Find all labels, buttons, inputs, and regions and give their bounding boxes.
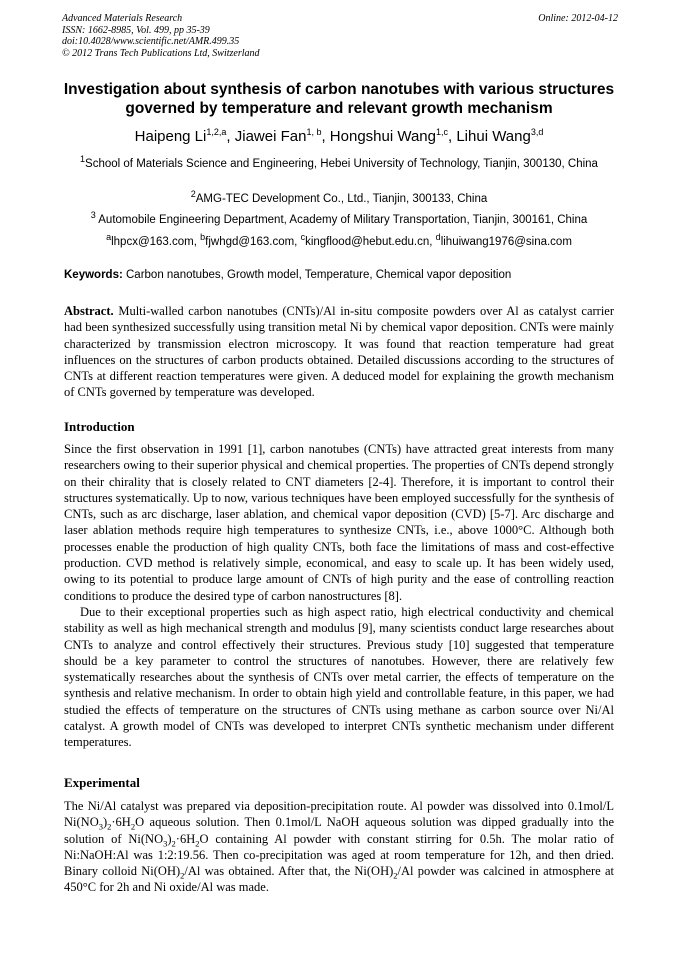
- email-address: kingflood@hebut.edu.cn: [305, 236, 430, 248]
- subscript: 2: [107, 821, 112, 832]
- author-name: Jiawei Fan: [234, 128, 307, 145]
- subscript: 2: [393, 870, 398, 881]
- journal-name: Advanced Materials Research: [62, 13, 183, 24]
- online-date: Online: 2012-04-12: [538, 13, 618, 24]
- keywords-label: Keywords:: [64, 269, 123, 281]
- affiliation: [62, 210, 616, 228]
- abstract-text: Multi-walled carbon nanotubes (CNTs)/Al in-situ composite powders over Al as catalyst carrier had been synthesized successfully using transition metal Ni by chemical vapor deposition. CNTs were mainly characterized by transmission electron microscopy. It was found that reaction temperature had great influences on the structures of carbon products obtained. Detailed discussions according to the structures of CNTs at different reaction temperatures were given. A deduced model for explaining the growth mechanism of CNTs governed by temperature was developed.: [64, 304, 614, 400]
- experimental-section: [64, 798, 614, 896]
- affiliation-text: Automobile Engineering Department, Academy of Military Transportation, Tianjin, 300161, China: [95, 214, 588, 226]
- journal-issn: ISSN: 1662-8985, Vol. 499, pp 35-39: [62, 24, 210, 36]
- text-run: O containing Al powder with constant stirring for 0.5h. The molar ratio of Ni:NaOH:Al was 1:2:19.56. Then co-precipitation was aged at room temperature for 12h, and then dried. Binary colloid Ni(OH): [64, 831, 614, 879]
- section-heading-experimental: Experimental: [64, 775, 140, 790]
- journal-doi: doi:10.4028/www.scientific.net/AMR.499.35: [62, 36, 240, 47]
- text-run: ): [102, 815, 108, 830]
- email-mark: c: [300, 232, 306, 243]
- email-address: lihuiwang1976@sina.com: [440, 236, 572, 248]
- text-run: The Ni/Al catalyst was prepared via deposition-precipitation route. Al powder was dissolved into 0.1mol/L Ni(NO: [64, 799, 614, 830]
- section-heading-introduction: Introduction: [64, 419, 135, 434]
- text-run: ·6H: [175, 831, 196, 846]
- journal-copyright: © 2012 Trans Tech Publications Ltd, Switzerland: [62, 47, 260, 59]
- abstract: [64, 303, 614, 401]
- paragraph: Due to their exceptional properties such as high aspect ratio, high electrical conductivity and chemical stability as well as high mechanical strength and modulus [9], many scientists conduct large researches about CNTs to analyze and control effectively their structures. Previous study [10] suggested that temperature should be a key parameter to control the structures of nanotubes. However, there are relatively few systematically researches about the synthesis of CNTs over metal carrier, the effects of temperature on the synthesis and relative mechanism. In order to obtain high yield and controllable feature, in this paper, we had studied the effects of temperature on the structures of CNTs using methane as carbon source over Ni/Al catalyst. A growth model of CNTs was developed to interpret CNTs synthetic mechanism under different temperatures.: [64, 604, 614, 750]
- email-mark: d: [435, 232, 441, 243]
- text-run: /Al powder was calcined in atmosphere at 450°C for 2h and Ni oxide/Al was made.: [64, 864, 614, 895]
- affiliation: [62, 189, 616, 207]
- keywords-text: Carbon nanotubes, Growth model, Temperature, Chemical vapor deposition: [122, 269, 512, 281]
- email-address: fjwhgd@163.com: [205, 236, 295, 248]
- author-affiliation-mark: 1,c: [435, 127, 448, 137]
- author-affiliation-mark: 1, b: [306, 127, 322, 137]
- abstract-label: Abstract.: [64, 304, 114, 318]
- email-mark: a: [106, 232, 112, 243]
- affiliation-mark: 3: [90, 210, 96, 221]
- author-name: Lihui Wang: [456, 128, 531, 145]
- subscript: 3: [98, 821, 103, 832]
- paragraph: [64, 798, 614, 896]
- paragraph: Since the first observation in 1991 [1], carbon nanotubes (CNTs) have attracted great interests from many researchers owing to their superior physical and chemical properties. The properties of CNTs depend strongly on their chirality that is closely related to CNT diameters [2-4]. Therefore, it is important to control their structures systematically. Up to now, various techniques have been employed successfully for the synthesis of CNTs, such as arc discharge, laser ablation, and chemical vapor deposition (CVD) [5-7]. Arc discharge and laser ablation methods require high temperatures to synthesize CNTs, i.e., above 1000°C. Although both processes enable the production of high quality CNTs, both face the limitations of mass and cost-effective production. CVD method is relatively simple, economical, and easy to scale up. It has been widely used, owing to its potential to produce large amount of CNTs of high purity and the ease of controlling reaction conditions to produce the desired type of carbon nanostructures [8].: [64, 442, 614, 603]
- subscript: 3: [163, 838, 168, 849]
- keywords: [64, 268, 616, 283]
- author-name: Hongshui Wang: [329, 128, 436, 145]
- affiliation-text: AMG-TEC Development Co., Ltd., Tianjin, 300133, China: [195, 193, 488, 205]
- journal-header: [62, 13, 618, 59]
- text-run: ·6H: [111, 815, 131, 830]
- text-run: ): [167, 831, 172, 846]
- email-address: lhpcx@163.com: [111, 236, 194, 248]
- text-run: O aqueous solution. Then 0.1mol/L NaOH aqueous solution was dipped gradually into the solution of Ni(NO: [64, 815, 614, 846]
- subscript: 2: [180, 870, 185, 881]
- email-list: $^a$lhpcx@163.com, $^b$fjwhgd@163.com, $^c$kingflood@hebut.edu.cn, $^d$lihuiwang1976@sina.com: [106, 232, 572, 248]
- text-run: /Al was obtained. After that, the Ni(OH): [184, 864, 394, 879]
- affiliation-text: School of Materials Science and Engineering, Hebei University of Technology, Tianjin, 300130, China: [85, 158, 598, 170]
- introduction-section: [64, 441, 614, 751]
- affiliation-mark: 1: [80, 154, 86, 165]
- email-mark: b: [200, 232, 206, 243]
- author-affiliation-mark: 1,2,a: [206, 127, 227, 137]
- affiliation: [62, 154, 616, 172]
- subscript: 2: [130, 821, 136, 832]
- author-list: Haipeng Li$^{1,2,a}$, Jiawei Fan$^{1, b}$, Hongshui Wang$^{1,c}$, Lihui Wang$^{3,d}$: [134, 127, 544, 145]
- author-name: Haipeng Li: [134, 128, 207, 145]
- paper-title: Investigation about synthesis of carbon nanotubes with various structures governed by temperature and relevant growth mechanism: [63, 81, 615, 117]
- subscript: 2: [195, 838, 200, 849]
- subscript: 2: [171, 838, 176, 849]
- affiliation-mark: 2: [190, 189, 196, 200]
- author-affiliation-mark: 3,d: [530, 127, 544, 137]
